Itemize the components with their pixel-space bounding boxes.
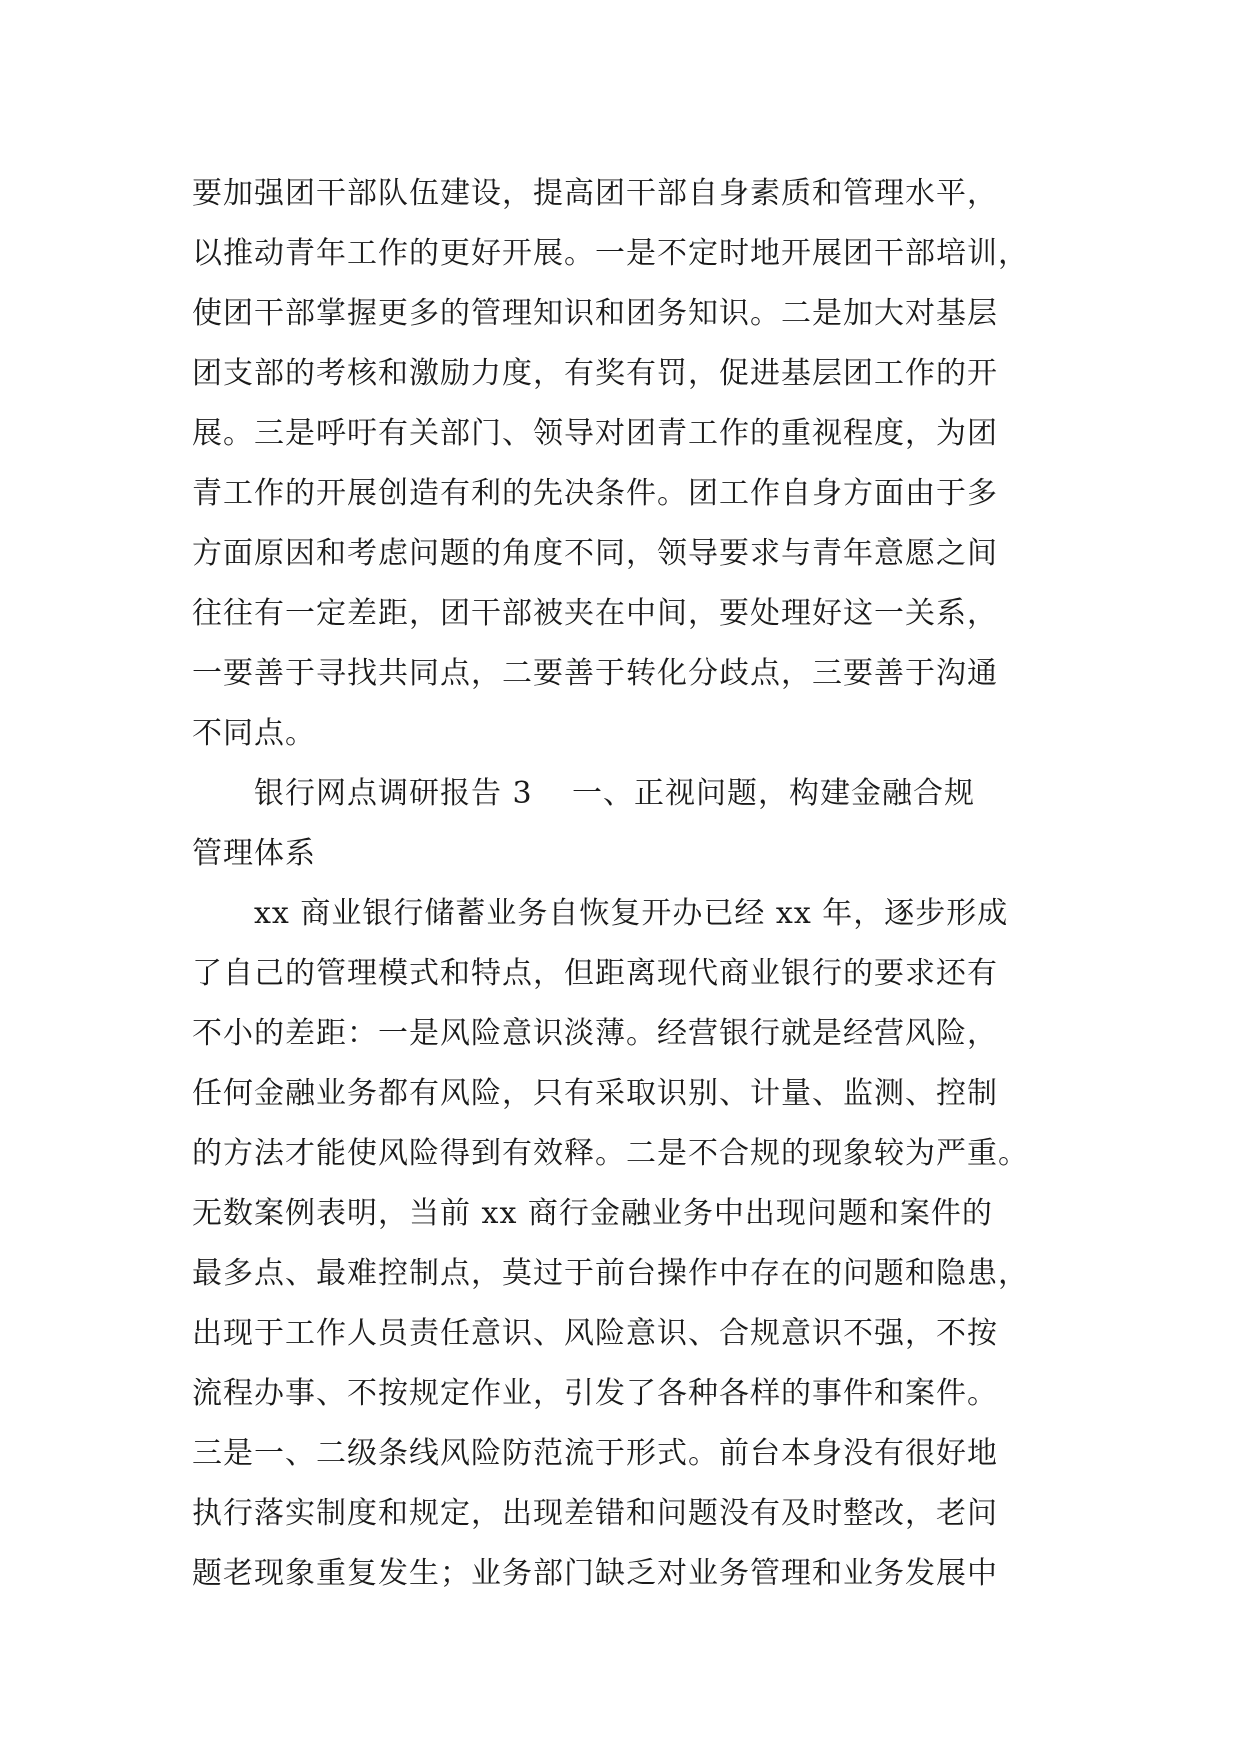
- paragraph-line: 不同点。: [192, 716, 316, 751]
- paragraph-line: 出现于工作人员责任意识、风险意识、合规意识不强，不按: [192, 1316, 998, 1351]
- paragraph-line: 任何金融业务都有风险，只有采取识别、计量、监测、控制: [192, 1076, 998, 1111]
- paragraph-line: xx 商业银行储蓄业务自恢复开办已经 xx 年，逐步形成: [254, 896, 1009, 931]
- paragraph-line: 三是一、二级条线风险防范流于形式。前台本身没有很好地: [192, 1436, 998, 1471]
- paragraph-line: 一要善于寻找共同点，二要善于转化分歧点，三要善于沟通: [192, 656, 998, 691]
- document-body: [192, 164, 1072, 1604]
- paragraph-line: 执行落实制度和规定，出现差错和问题没有及时整改，老问: [192, 1496, 998, 1531]
- paragraph-line: 不小的差距：一是风险意识淡薄。经营银行就是经营风险，: [192, 1016, 998, 1051]
- paragraph-line: 方面原因和考虑问题的角度不同，领导要求与青年意愿之间: [192, 536, 998, 571]
- report-title: 银行网点调研报告 3: [254, 776, 533, 811]
- paragraph-line: 题老现象重复发生；业务部门缺乏对业务管理和业务发展中: [192, 1556, 998, 1591]
- paragraph-line: 了自己的管理模式和特点，但距离现代商业银行的要求还有: [192, 956, 998, 991]
- paragraph-line: 最多点、最难控制点，莫过于前台操作中存在的问题和隐患，: [192, 1256, 1029, 1291]
- paragraph-line: 展。三是呼吁有关部门、领导对团青工作的重视程度，为团: [192, 416, 998, 451]
- paragraph-line: 要加强团干部队伍建设，提高团干部自身素质和管理水平，: [192, 176, 998, 211]
- section-heading: 一、正视问题，构建金融合规: [572, 776, 975, 811]
- paragraph-line: 团支部的考核和激励力度，有奖有罚，促进基层团工作的开: [192, 356, 998, 391]
- paragraph-line: 管理体系: [192, 836, 316, 871]
- paragraph-line: 以推动青年工作的更好开展。一是不定时地开展团干部培训，: [192, 236, 1029, 271]
- paragraph-line: 往往有一定差距，团干部被夹在中间，要处理好这一关系，: [192, 596, 998, 631]
- section-heading-line: [192, 764, 1072, 824]
- paragraph-line: 的方法才能使风险得到有效释。二是不合规的现象较为严重。: [192, 1136, 1029, 1171]
- paragraph-line: 青工作的开展创造有利的先决条件。团工作自身方面由于多: [192, 476, 998, 511]
- paragraph-line: 使团干部掌握更多的管理知识和团务知识。二是加大对基层: [192, 296, 998, 331]
- paragraph-line: 无数案例表明，当前 xx 商行金融业务中出现问题和案件的: [192, 1196, 993, 1231]
- paragraph-line: 流程办事、不按规定作业，引发了各种各样的事件和案件。: [192, 1376, 998, 1411]
